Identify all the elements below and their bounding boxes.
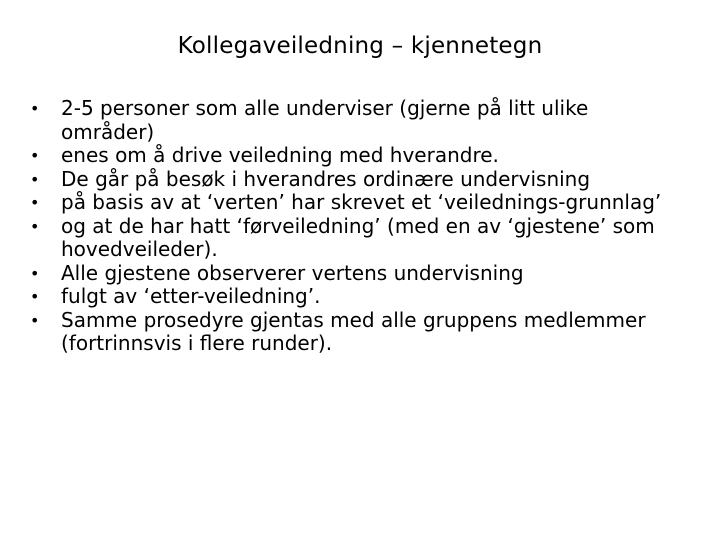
bullet-icon: • [30,146,40,165]
bullet-item [30,285,680,309]
bullet-item [30,262,680,286]
bullet-text: Samme prosedyre gjentas med alle gruppens medlemmer (fortrinnsvis i flere runder). [61,307,646,355]
bullet-text: og at de har hatt ‘førveiledning’ (med en av ‘gjestene’ som hovedveileder). [61,213,655,261]
bullet-icon: • [30,169,40,189]
bullet-list [30,97,680,356]
bullet-icon: • [30,216,40,236]
bullet-text: enes om å drive veiledning med hverandre. [61,143,499,167]
bullet-text: De går på besøk i hverandres ordinære undervisning [61,166,591,191]
bullet-text: 2-5 personer som alle underviser (gjerne på litt ulike områder) [61,96,589,144]
bullet-item [30,97,680,144]
bullet-item [30,215,680,262]
bullet-text: fulgt av ‘etter-veiledning’. [61,284,321,308]
bullet-item [30,168,680,192]
bullet-text: Alle gjestene observerer vertens undervisning [61,260,524,285]
slide-title: Kollegaveiledning – kjennetegn [177,33,543,59]
bullet-icon: • [30,193,40,212]
bullet-icon: • [30,287,40,306]
bullet-text: på basis av at ‘verten’ har skrevet et ‘veilednings-grunnlag’ [61,190,662,214]
bullet-item [30,309,680,356]
bullet-item [30,191,680,215]
bullet-icon: • [30,310,40,330]
bullet-icon: • [30,263,40,283]
bullet-icon: • [30,99,40,118]
bullet-item [30,144,680,168]
